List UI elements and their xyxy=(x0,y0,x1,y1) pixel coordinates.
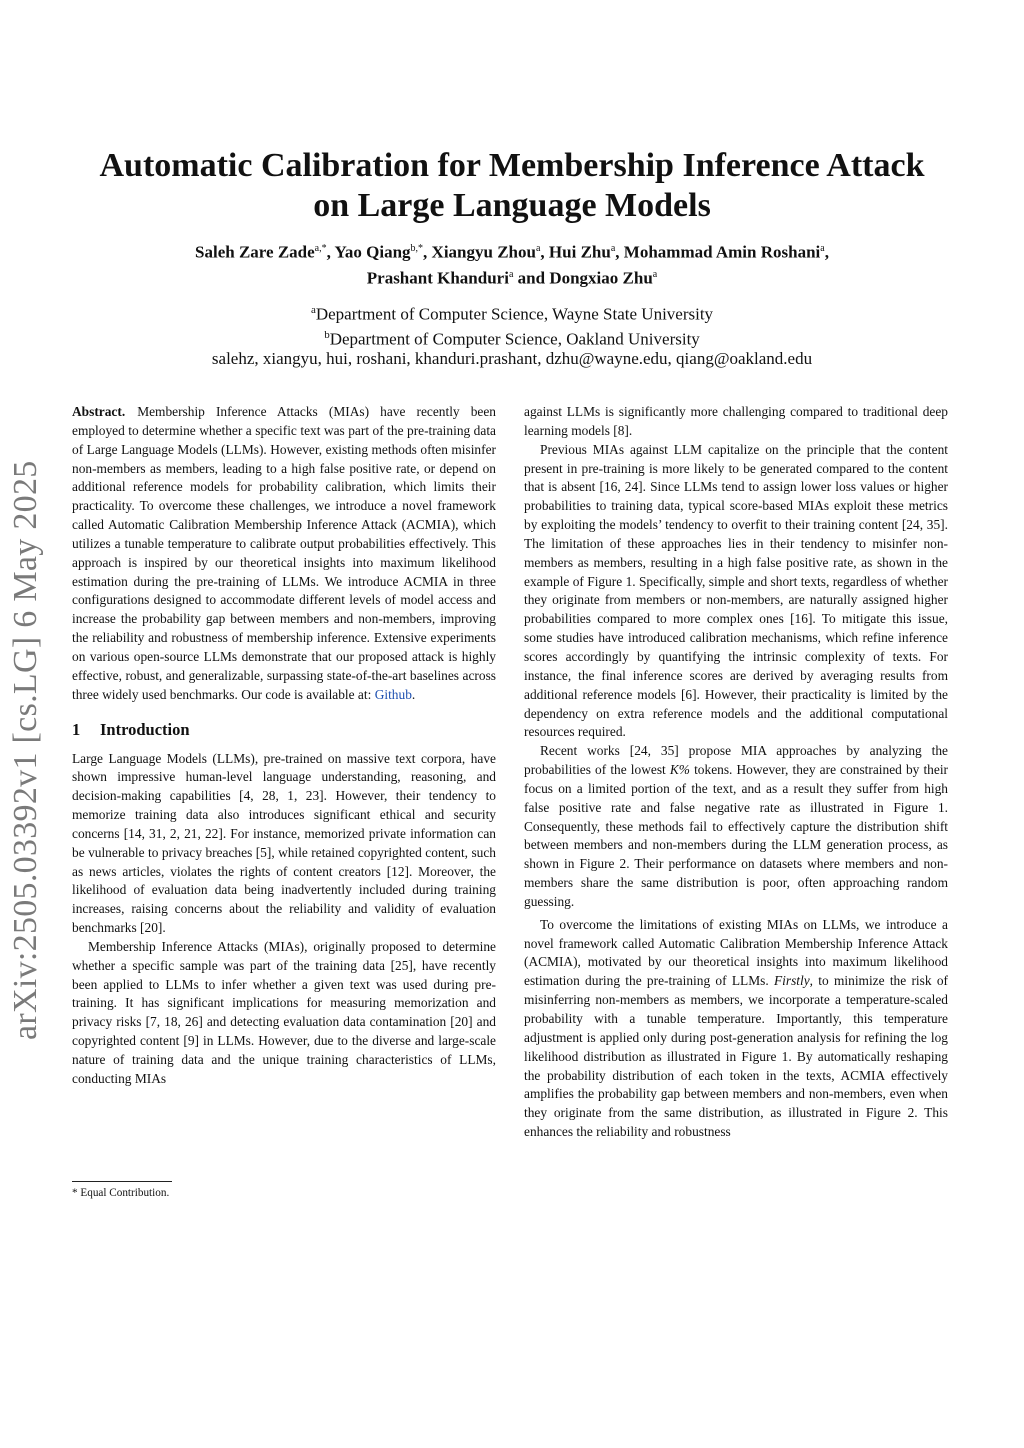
arxiv-stamp: arXiv:2505.03392v1 [cs.LG] 6 May 2025 xyxy=(7,460,44,1040)
section-heading-introduction xyxy=(72,720,496,740)
author-emails: salehz, xiangyu, hui, roshani, khanduri.prashant, dzhu@wayne.edu, qiang@oakland.edu xyxy=(211,349,813,369)
abstract: Abstract. Membership Inference Attacks (MIAs) have recently been employed to determine whether a specific text was part of the pre-training data of Large Language Models (LLMs). However, existing methods often misinfer non-members as members, leading to a high false positive rate, or depend on additional reference models for probability calibration, which limits their practicality. To overcome these challenges, we introduce a novel framework called Automatic Calibration Membership Inference Attack (ACMIA), which utilizes a tunable temperature to calibrate output probabilities effectively. This approach is inspired by our theoretical insights into maximum likelihood estimation during the pre-training of LLMs. We introduce ACMIA in three configurations designed to accommodate different levels of model access and increase the probability gap between members and non-members, improving the reliability and robustness of membership inference. Extensive experiments on various open-source LLMs demonstrate that our proposed attack is highly effective, robust, and generalizable, surpassing state-of-the-art baselines across three widely used benchmarks. Our code is available at: Github. xyxy=(72,404,496,702)
author: Mohammad Amin Roshani xyxy=(623,242,821,262)
author-conjunction: and xyxy=(517,268,546,288)
intro-paragraph-2: Membership Inference Attacks (MIAs), originally proposed to determine whether a specific sample was part of the training data [25], have recently been applied to LLMs to infer whether a given text was used during pre-training. It has significant implications for measuring memorization and privacy risks [7, 18, 26] and detecting evaluation data contamination [20] and copyrighted content [9] in LLMs. However, due to the diverse and large-scale nature of training data and the unique training characteristics of LLMs, conducting MIAs xyxy=(72,938,496,1086)
author-affil-mark: a xyxy=(508,268,514,280)
intro-paragraph-1: Large Language Models (LLMs), pre-trained on massive text corpora, have shown impressive human-level language understanding, reasoning, and decision-making capabilities [4, 28, 1, 23]. However, their tendency to memorize training data also introduces significant ethical and security concerns [14, 31, 2, 21, 22]. For instance, memorized private information can be vulnerable to privacy breaches [5], while retained copyrighted content, such as news articles, violates the rights of content creators [12]. Moreover, the likelihood of evaluation data being inadvertently included during training increases, raising concerns about the reliability and validity of evaluation benchmarks [20]. xyxy=(72,750,496,936)
author: Hui Zhu xyxy=(548,242,611,262)
author: Prashant Khanduri xyxy=(366,268,509,288)
title-line-1: Automatic Calibration for Membership Inference Attack xyxy=(99,147,925,184)
author-list: Saleh Zare Zade$^{a,*}$, Yao Qiang$^{b,*}$, Xiangyu Zhou$^a$, Hui Zhu$^a$, Mohammad Amin Roshani$^a$, Prashant Khanduri$^a$ and Dongxiao Zhu$^a$ xyxy=(195,242,829,288)
right-column xyxy=(524,403,948,1142)
abstract-label: Abstract. xyxy=(72,404,126,419)
paper-title xyxy=(60,146,964,226)
affiliation-b: $^b$Department of Computer Science, Oakland University xyxy=(324,328,700,349)
author-affil-mark: a xyxy=(610,243,616,254)
section-title: Introduction xyxy=(100,719,190,739)
author: Dongxiao Zhu xyxy=(549,268,653,288)
title-line-2: on Large Language Models xyxy=(313,187,711,224)
github-link[interactable]: Github xyxy=(374,686,412,702)
author: Saleh Zare Zade xyxy=(195,242,315,262)
intro-paragraph-5: To overcome the limitations of existing MIAs on LLMs, we introduce a novel framework called Automatic Calibration Membership Inference Attack (ACMIA), motivated by our theoretical insights into maximum likelihood estimation during the pre-training of LLMs. Firstly, to minimize the risk of misinferring non-members as members, we incorporate a temperature-scaled probability with a tunable temperature. Importantly, this temperature adjustment is applied only during post-generation analysis for refining the log likelihood distribution as illustrated in Figure 1. By automatically reshaping the probability distribution of each token in the texts, ACMIA effectively amplifies the probability gap between members and non-members, even when they originate from the same distribution, as illustrated in Figure 2. This enhances the reliability and robustness xyxy=(524,916,948,1140)
author-affil-mark: a xyxy=(820,243,825,254)
affiliation-a: $^a$Department of Computer Science, Wayne State University xyxy=(310,304,714,324)
footnote-rule xyxy=(72,1181,172,1182)
author-affil-mark: a xyxy=(652,268,658,280)
intro-paragraph-4: Recent works [24, 35] propose MIA approaches by analyzing the probabilities of the lowest K% tokens. However, they are constrained by their focus on a limited portion of the text, and as a result they suffer from high false positive rate and false negative rate as illustrated in Figure 1. Consequently, these methods fail to effectively capture the distribution shift between members and non-members during the LLM generation process, as shown in Figure 2. Their performance on datasets where members and non-members share the same distribution is poor, often approaching random guessing. xyxy=(524,743,949,909)
abstract-text: Membership Inference Attacks (MIAs) have recently been employed to determine whether a specific text was part of the pre-training data of Large Language Models (LLMs). However, existing methods often misinfer non-members as members, leading to a high false positive rate, or depend on additional reference models for probability calibration, which limits their practicality. To overcome these challenges, we introduce a novel framework called Automatic Calibration Membership Inference Attack (ACMIA), which utilizes a tunable temperature to calibrate output probabilities effectively. This approach is inspired by our theoretical insights into maximum likelihood estimation during the pre-training of LLMs. We introduce ACMIA in three configurations designed to accommodate different levels of model access and increase the probability gap between members and non-members, improving the reliability and robustness of membership inference. Extensive experiments on various open-source LLMs demonstrate that our proposed attack is highly effective, robust, and generalizable, surpassing state-of-the-art baselines across three widely used benchmarks. Our code is available at: xyxy=(72,404,496,702)
author-affil-mark: a,* xyxy=(314,243,327,254)
footnote: * Equal Contribution. xyxy=(72,1187,170,1199)
author: Xiangyu Zhou xyxy=(431,242,536,262)
math-k-percent: K% xyxy=(669,762,690,778)
section-number: 1 xyxy=(72,719,81,739)
author-affil-mark: a xyxy=(535,243,541,254)
author-affil-mark: b,* xyxy=(410,243,424,254)
intro-paragraph-continued: against LLMs is significantly more challenging compared to traditional deep learning models [8]. xyxy=(524,404,948,438)
left-column xyxy=(72,403,496,1089)
author: Yao Qiang xyxy=(334,242,411,262)
emphasis-firstly: Firstly xyxy=(773,973,810,989)
intro-paragraph-3: Previous MIAs against LLM capitalize on the principle that the content present in pre-training is more likely to be generated compared to the content that is absent [16, 24]. Since LLMs tend to assign lower loss values or higher probabilities to training data, typical score-based MIAs exploit these metrics by exploiting the models’ tendency to overfit to their training content [24, 35]. The limitation of these approaches lies in their tendency to misinfer non-members as members, resulting in a high false positive rate, as shown in the example of Figure 1. Specifically, simple and short texts, regardless of whether they originate from members or non-members, are naturally assigned higher probabilities compared to more complex ones [16]. To mitigate this issue, some studies have introduced calibration mechanisms, which refine inference scores accordingly by quantifying the intrinsic complexity of texts. For instance, the final inference scores are derived by averaging results from additional reference models [6]. However, their practicality is limited by the dependency on extra reference models and the additional computational resources required. xyxy=(524,441,948,740)
affiliations xyxy=(80,300,944,369)
